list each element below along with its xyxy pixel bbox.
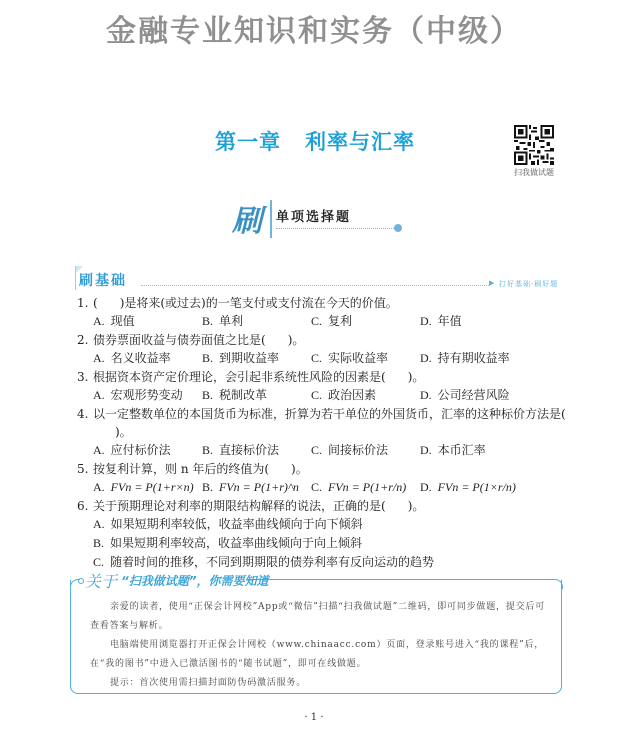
- chapter-number: 第一章: [215, 130, 281, 154]
- option-formula: FVn = P(1+r×n): [110, 480, 194, 494]
- option-formula: FVn = P(1×r/n): [437, 480, 516, 494]
- question-stem: [77, 460, 567, 478]
- option-text: 如果短期利率较低，收益率曲线倾向于向下倾斜: [110, 517, 363, 531]
- subsection-dotted-line: [141, 285, 489, 286]
- question-2: [77, 331, 567, 368]
- section-banner: [232, 196, 402, 242]
- section-label: 单项选择题: [276, 210, 352, 225]
- chapter-title: [200, 126, 430, 156]
- info-body: [90, 598, 550, 693]
- stem-text: (: [93, 296, 98, 310]
- play-arrow-icon: ▶: [489, 279, 495, 287]
- question-stem: [77, 497, 567, 515]
- option-text: 公司经营风险: [437, 388, 510, 402]
- option-formula: FVn = P(1+r/n): [328, 480, 407, 494]
- chapter-name: 利率与汇率: [305, 130, 415, 154]
- option-letter: A.: [93, 388, 105, 402]
- option-d[interactable]: [420, 312, 529, 331]
- option-letter: A.: [93, 480, 105, 494]
- question-number: 5.: [77, 462, 89, 476]
- info-heading: “扫我做试题”，你需要知道: [121, 574, 269, 588]
- question-4: [77, 405, 567, 460]
- option-text: 到期收益率: [219, 351, 280, 365]
- options: [77, 349, 567, 368]
- option-a[interactable]: [93, 312, 202, 331]
- option-letter: B.: [202, 388, 214, 402]
- option-letter: D.: [420, 314, 432, 328]
- option-a[interactable]: [93, 441, 202, 460]
- option-letter: C.: [311, 351, 323, 365]
- option-b[interactable]: [93, 534, 567, 553]
- stem-text: )。: [407, 370, 425, 384]
- option-text: 随着时间的推移，不同到期期限的债券利率有反向运动的趋势: [110, 555, 435, 569]
- question-6: [77, 497, 567, 572]
- option-letter: A.: [93, 517, 105, 531]
- options: [77, 312, 567, 331]
- option-letter: B.: [202, 314, 214, 328]
- subsection-slogan: 打好基础·刷好题: [499, 280, 559, 288]
- option-text: 间接标价法: [328, 443, 389, 457]
- option-d[interactable]: [420, 478, 529, 497]
- question-number: 2.: [77, 333, 89, 347]
- stem-text: )。: [287, 333, 305, 347]
- option-d[interactable]: [420, 441, 529, 460]
- subsection-title: 刷基础: [79, 273, 127, 289]
- question-1: [77, 294, 567, 331]
- option-letter: A.: [93, 351, 105, 365]
- option-text: 本币汇率: [437, 443, 486, 457]
- option-letter: D.: [420, 388, 432, 402]
- option-c[interactable]: [311, 441, 420, 460]
- question-3: [77, 368, 567, 405]
- option-letter: C.: [311, 314, 323, 328]
- option-d[interactable]: [420, 386, 529, 405]
- option-text: 年值: [437, 314, 462, 328]
- option-text: 直接标价法: [219, 443, 280, 457]
- option-c[interactable]: [311, 312, 420, 331]
- option-formula: FVn = P(1+r)^n: [219, 480, 299, 494]
- stem-text: )。: [291, 462, 308, 476]
- box-corner: [553, 579, 563, 589]
- option-c[interactable]: [311, 349, 420, 368]
- banner-dot-icon: [394, 224, 402, 232]
- option-letter: B.: [202, 443, 214, 457]
- options: [77, 515, 567, 572]
- option-letter: C.: [93, 555, 105, 569]
- option-a[interactable]: [93, 386, 202, 405]
- page-number: · 1 ·: [304, 712, 324, 723]
- question-stem: [77, 368, 567, 386]
- stem-text: 按复利计算，则 n 年后的终值为(: [93, 462, 270, 476]
- stem-text: 以一定整数单位的本国货币为标准，折算为若干单位的外国货币，汇率的这种标价方法是(: [93, 407, 566, 421]
- info-about: 关于: [85, 572, 118, 591]
- stem-text: )是将来(或过去)的一笔支付或支付流在今天的价值。: [119, 296, 398, 310]
- qr-block[interactable]: [508, 125, 560, 178]
- stem-text: 根据资本资产定价理论，会引起非系统性风险的因素是(: [93, 370, 386, 384]
- info-paragraph-1: 亲爱的读者，使用“正保会计网校”App或“微信”扫描“扫我做试题”二维码，即可同步做题，提交后可查看答案与解析。: [90, 602, 546, 631]
- option-c[interactable]: [311, 386, 420, 405]
- info-paragraph-3: 提示：首次使用需扫描封面防伪码激活服务。: [110, 678, 307, 688]
- option-text: 税制改革: [219, 388, 268, 402]
- question-list: [77, 294, 567, 572]
- option-letter: C.: [311, 388, 323, 402]
- options: [77, 386, 567, 405]
- question-number: 1.: [77, 296, 89, 310]
- stem-text: 债券票面收益与债券面值之比是(: [93, 333, 266, 347]
- option-letter: B.: [202, 480, 214, 494]
- qr-caption: 扫我做试题: [514, 168, 554, 177]
- option-text: 复利: [328, 314, 353, 328]
- option-text: 应付标价法: [110, 443, 171, 457]
- option-text: 单利: [219, 314, 244, 328]
- option-text: 宏观形势变动: [110, 388, 183, 402]
- option-a[interactable]: [93, 349, 202, 368]
- question-number: 4.: [77, 407, 89, 421]
- option-b[interactable]: [202, 386, 311, 405]
- question-5: [77, 460, 567, 497]
- banner-bar: [270, 200, 272, 238]
- option-letter: A.: [93, 314, 105, 328]
- info-paragraph-2: 电脑端使用浏览器打开正保会计网校（www.chinaacc.com）页面，登录账号进入“我的课程”后，在“我的图书”中进入已激活图书的“随书试题”，即可在线做题。: [90, 640, 545, 669]
- option-letter: B.: [202, 351, 214, 365]
- qr-code-icon[interactable]: [514, 125, 554, 165]
- option-text: 实际收益率: [328, 351, 389, 365]
- options: [77, 441, 567, 460]
- option-letter: D.: [420, 480, 432, 494]
- option-letter: C.: [311, 443, 323, 457]
- option-letter: D.: [420, 443, 432, 457]
- option-d[interactable]: [420, 349, 529, 368]
- brush-glyph-icon: 刷: [232, 204, 262, 239]
- stem-text: )。: [407, 499, 425, 513]
- option-letter: C.: [311, 480, 323, 494]
- option-text: 持有期收益率: [437, 351, 510, 365]
- option-b[interactable]: [202, 441, 311, 460]
- ring-icon: [78, 578, 84, 584]
- question-stem: [77, 331, 567, 349]
- option-text: 如果短期利率较高，收益率曲线倾向于向上倾斜: [110, 536, 363, 550]
- stem-text: 关于预期理论对利率的期限结构解释的说法，正确的是(: [93, 499, 386, 513]
- option-a[interactable]: [93, 515, 567, 534]
- question-number: 6.: [77, 499, 89, 513]
- option-letter: A.: [93, 443, 105, 457]
- option-letter: D.: [420, 351, 432, 365]
- corner-line: [75, 266, 76, 290]
- option-b[interactable]: [202, 349, 311, 368]
- options: [77, 478, 567, 497]
- question-stem: [77, 294, 567, 312]
- option-text: 名义收益率: [110, 351, 171, 365]
- option-text: 政治因素: [328, 388, 377, 402]
- option-b[interactable]: [202, 478, 311, 497]
- option-a[interactable]: [93, 478, 202, 497]
- box-top-line: [247, 579, 553, 580]
- option-text: 现值: [110, 314, 135, 328]
- stem-text: )。: [115, 425, 132, 439]
- option-c[interactable]: [311, 478, 420, 497]
- banner-dotted-line: [276, 228, 396, 229]
- option-b[interactable]: [202, 312, 311, 331]
- question-stem: [77, 405, 567, 441]
- subsection-banner: [75, 266, 580, 292]
- info-box-header: [78, 569, 268, 589]
- option-letter: B.: [93, 536, 105, 550]
- question-number: 3.: [77, 370, 89, 384]
- book-title: 金融专业知识和实务（中级）: [106, 14, 522, 49]
